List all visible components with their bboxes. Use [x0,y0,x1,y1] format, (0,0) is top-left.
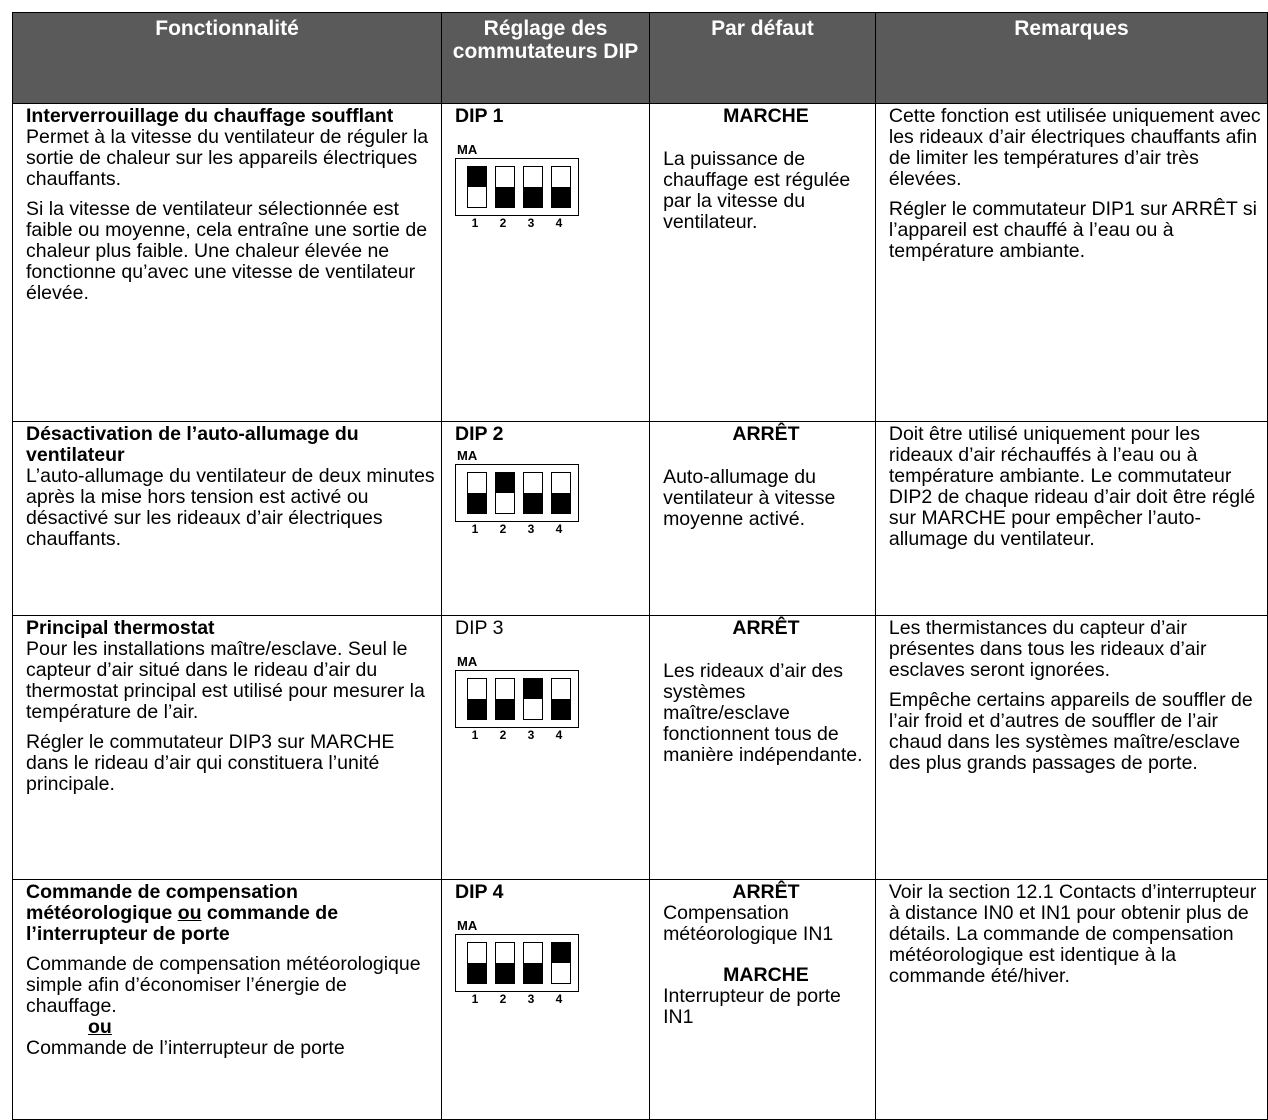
header-row [13,13,1268,104]
dip-switch-diagram [455,143,585,230]
dip-switch-number: 1 [471,522,479,536]
default-value: ARRÊT [732,617,800,639]
feature-note: Régler le commutateur DIP3 sur MARCHE dans le rideau d’air qui constituera l’unité principale. [26,731,395,795]
default-cell [650,880,876,1120]
dip-on-marker: MA [457,142,478,157]
feature-or: ou [88,1016,112,1038]
dip-switch-number: 3 [527,522,535,536]
default-description-alt: Interrupteur de porte IN1 [663,985,841,1028]
dip-switch-lever [468,699,486,719]
dip-switch-lever [524,679,542,699]
default-value: ARRÊT [732,423,800,445]
dip-switch-number: 3 [527,728,535,742]
dip-switch-4 [551,472,571,514]
dip-switch-number: 1 [471,728,479,742]
feature-title: Désactivation de l’auto-allumage du ventilateur [26,423,359,466]
dip-switch-number: 1 [471,216,479,230]
table-row [13,422,1268,616]
feature-title: Principal thermostat [26,617,215,639]
feature-description: Permet à la vitesse du ventilateur de réguler la sortie de chaleur sur les appareils électriques chauffants. [26,126,429,190]
feature-description: L’auto-allumage du ventilateur de deux minutes après la mise hors tension est activé ou désactivé sur les rideaux d’air électriques chauffants. [26,465,435,550]
dip-switch-3 [523,472,543,514]
table-row [13,104,1268,422]
dip-switch-number: 4 [555,992,563,1006]
dip-switch-2 [495,942,515,984]
remarks-cell [875,422,1267,616]
dip-switch-3 [523,942,543,984]
default-cell [650,422,876,616]
feature-cell [13,616,442,880]
dip-switch-number: 2 [499,522,507,536]
feature-description: Commande de l’interrupteur de porte [26,1037,345,1059]
table-row [13,616,1268,880]
header-feature: Fonctionnalité [13,13,442,104]
dip-label: DIP 4 [455,881,504,903]
dip-switch-number: 4 [555,728,563,742]
remark-text: Doit être utilisé uniquement pour les rideaux d’air réchauffés à l’eau ou à température ambiante. Le commutateur DIP2 de chaque rideau d’air doit être réglé sur MARCHE pour empêcher l’auto-allumage du ventilateur. [888,423,1256,550]
dip-switch-1 [467,942,487,984]
remark-text: Voir la section 12.1 Contacts d’interrupteur à distance IN0 et IN1 pour obtenir plus de détails. La commande de compensation météorologique est identique à la commande été/hiver. [888,881,1257,987]
remark-text: Les thermistances du capteur d’air présentes dans tous les rideaux d’air esclaves seront ignorées. [888,617,1207,681]
feature-cell [13,104,442,422]
remarks-cell [875,104,1267,422]
dip-switch-block [455,934,579,992]
dip-switch-lever [552,493,570,513]
dip-switch-lever [552,943,570,963]
feature-title-part: Commande de compensation météorologique [26,881,298,924]
dip-switch-numbers [455,992,585,1006]
dip-switch-2 [495,472,515,514]
dip-switch-diagram [455,919,585,1006]
dip-switch-4 [551,678,571,720]
default-cell [650,616,876,880]
default-description: Auto-allumage du ventilateur à vitesse moyenne activé. [663,466,836,530]
dip-label: DIP 3 [455,617,504,639]
remark-text: Régler le commutateur DIP1 sur ARRÊT si l’appareil est chauffé à l’eau ou à température ambiante. [888,198,1257,262]
remarks-cell [875,880,1267,1120]
feature-description: Commande de compensation météorologique simple afin d’économiser l’énergie de chauffage. [26,953,421,1017]
dip-switch-lever [524,963,542,983]
default-cell [650,104,876,422]
dip-switch-diagram [455,449,585,536]
dip-switch-2 [495,166,515,208]
dip-switch-block [455,158,579,216]
dip-switch-1 [467,678,487,720]
dip-switch-3 [523,678,543,720]
feature-title-part: commande de l’interrupteur de porte [26,902,339,945]
dip-switch-lever [552,187,570,207]
dip-switch-number: 2 [499,728,507,742]
table-row [13,880,1268,1120]
dip-switch-1 [467,166,487,208]
dip-switch-lever [496,699,514,719]
dip-switch-lever [524,493,542,513]
default-value: MARCHE [723,105,809,127]
dip-switch-number: 2 [499,216,507,230]
dip-switch-1 [467,472,487,514]
header-dip-setting: Réglage des commutateurs DIP [442,13,650,104]
default-description: La puissance de chauffage est régulée par la vitesse du ventilateur. [663,148,851,233]
header-remarks: Remarques [875,13,1267,104]
dip-label: DIP 2 [455,423,504,445]
remarks-cell [875,616,1267,880]
feature-description: Pour les installations maître/esclave. Seul le capteur d’air situé dans le rideau d’air du thermostat principal est utilisé pour mesurer la température de l’air. [26,638,425,723]
header-default: Par défaut [650,13,876,104]
remark-text: Cette fonction est utilisée uniquement avec les rideaux d’air électriques chauffants afin de limiter les températures d’air très élevées. [888,105,1261,190]
dip-switch-block [455,464,579,522]
dip-cell [442,422,650,616]
dip-switch-lever [468,493,486,513]
default-value-alt: MARCHE [723,964,809,986]
dip-switch-lever [468,167,486,187]
dip-on-marker: MA [457,918,478,933]
dip-settings-table [12,12,1268,1120]
default-description: Compensation météorologique IN1 [663,902,834,945]
dip-switch-4 [551,166,571,208]
default-description: Les rideaux d’air des systèmes maître/esclave fonctionnent tous de manière indépendante. [663,660,863,766]
dip-switch-number: 3 [527,992,535,1006]
feature-cell [13,880,442,1120]
dip-switch-numbers [455,216,585,230]
dip-switch-lever [468,963,486,983]
feature-title [26,882,435,945]
dip-switch-lever [496,963,514,983]
dip-switch-2 [495,678,515,720]
dip-switch-number: 1 [471,992,479,1006]
dip-switch-diagram [455,655,585,742]
dip-switch-block [455,670,579,728]
dip-cell [442,104,650,422]
feature-cell [13,422,442,616]
dip-switch-number: 4 [555,216,563,230]
dip-on-marker: MA [457,654,478,669]
dip-switch-number: 2 [499,992,507,1006]
dip-switch-number: 4 [555,522,563,536]
remark-text: Empêche certains appareils de souffler de l’air froid et d’autres de souffler de l’air chaud dans les systèmes maître/esclave des plus grands passages de porte. [888,689,1253,774]
dip-switch-number: 3 [527,216,535,230]
dip-switch-lever [524,187,542,207]
feature-title: Interverrouillage du chauffage soufflant [26,105,394,127]
dip-switch-lever [552,699,570,719]
dip-switch-lever [496,187,514,207]
dip-cell [442,880,650,1120]
dip-switch-lever [496,473,514,493]
dip-switch-numbers [455,728,585,742]
dip-switch-3 [523,166,543,208]
feature-note: Si la vitesse de ventilateur sélectionnée est faible ou moyenne, cela entraîne une sortie de chaleur plus faible. Une chaleur élevée ne fonctionne qu’avec une vitesse de ventilateur élevée. [26,198,428,304]
dip-label: DIP 1 [455,105,504,127]
default-value: ARRÊT [732,881,800,903]
dip-on-marker: MA [457,448,478,463]
feature-title-or: ou [177,902,202,924]
dip-switch-4 [551,942,571,984]
dip-switch-numbers [455,522,585,536]
dip-cell [442,616,650,880]
